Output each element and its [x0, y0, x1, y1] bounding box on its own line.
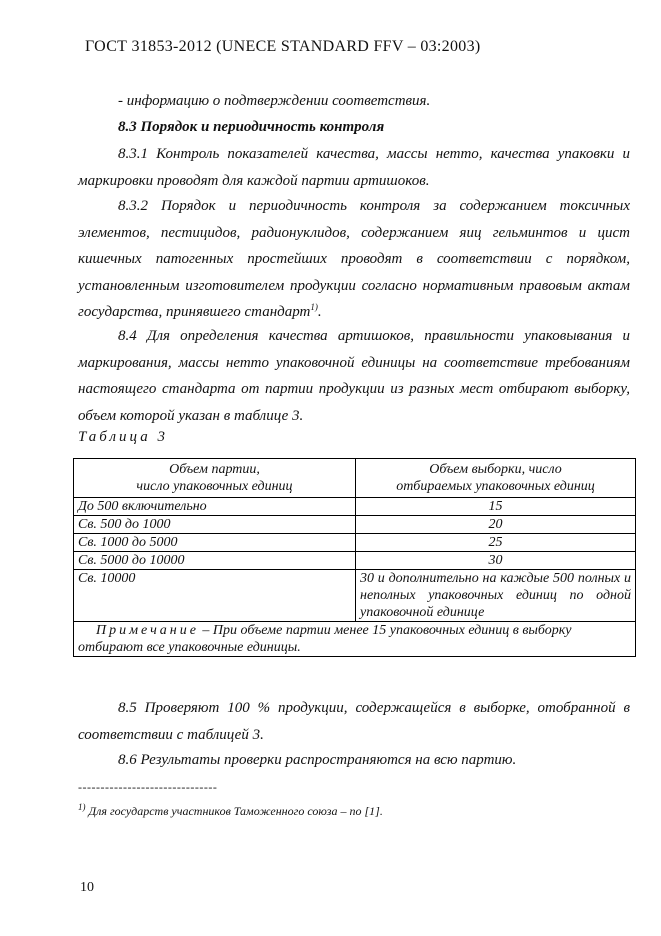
footnote	[78, 804, 383, 819]
header-lot-line2: число упаковочных единиц	[136, 479, 293, 494]
header-lot-line1: Объем партии,	[169, 462, 260, 477]
table-note-row	[74, 622, 636, 657]
paragraph-8-3-2-end: .	[317, 304, 322, 320]
page-number: 10	[80, 880, 94, 895]
note-text: – При объеме партии менее 15 упаковочных единиц в выборку отбирают все упаковочные единицы.	[78, 623, 572, 655]
lot-cell: Св. 1000 до 5000	[74, 534, 356, 552]
table-header-sample	[356, 459, 636, 498]
sample-cell: 25	[356, 534, 636, 552]
sample-cell: 30 и дополнительно на каждые 500 полных и неполных упаковочных единиц по одной упаковочной единице	[356, 570, 636, 622]
document-header: ГОСТ 31853-2012 (UNECE STANDARD FFV – 03:2003)	[85, 38, 481, 55]
note-label: Примечание	[96, 623, 199, 638]
table-row	[74, 552, 636, 570]
table-caption: Таблица 3	[78, 429, 168, 445]
prev-line: - информацию о подтверждении соответствия.	[118, 93, 431, 109]
table-note	[74, 622, 636, 657]
table-header-lot	[74, 459, 356, 498]
footnote-separator: -------------------------------	[78, 780, 218, 794]
paragraph-8-3-2-text: 8.3.2 Порядок и периодичность контроля за содержанием токсичных элементов, пестицидов, радионуклидов, содержанием яиц гельминтов и цист кишечных патогенных простейших проводят в соответствии с порядком, установленным изготовителем продукции согласно нормативным правовым актам государства, принявшего стандарт	[78, 198, 630, 320]
table-row	[74, 498, 636, 516]
paragraph-8-3-1: 8.3.1 Контроль показателей качества, массы нетто, качества упаковки и маркировки проводят для каждой партии артишоков.	[78, 146, 630, 189]
lot-cell: Св. 5000 до 10000	[74, 552, 356, 570]
header-sample-line1: Объем выборки, число	[429, 462, 562, 477]
paragraph-8-6: 8.6 Результаты проверки распространяются на всю партию.	[118, 752, 517, 768]
lot-cell: Св. 500 до 1000	[74, 516, 356, 534]
header-sample-line2: отбираемых упаковочных единиц	[396, 479, 595, 494]
sample-cell: 30	[356, 552, 636, 570]
table-header-row	[74, 459, 636, 498]
paragraph-8-4: 8.4 Для определения качества артишоков, правильности упаковывания и маркирования, массы нетто упаковочной единицы на соответствие требованиям настоящего стандарта от партии продукции из разных мест отбирают выборку, объем которой указан в таблице 3.	[78, 328, 630, 424]
sample-cell: 15	[356, 498, 636, 516]
footnote-text: Для государств участников Таможенного союза – по [1].	[85, 804, 383, 818]
sample-size-table	[73, 458, 636, 657]
footnote-ref: 1)	[310, 302, 318, 312]
paragraph-8-5: 8.5 Проверяют 100 % продукции, содержащейся в выборке, отобранной в соответствии с таблицей 3.	[78, 700, 630, 743]
table-row	[74, 516, 636, 534]
footnote-mark: 1)	[78, 802, 86, 812]
section-title-8-3: 8.3 Порядок и периодичность контроля	[118, 119, 385, 135]
table-row	[74, 534, 636, 552]
lot-cell: До 500 включительно	[74, 498, 356, 516]
sample-cell: 20	[356, 516, 636, 534]
table-row	[74, 570, 636, 622]
paragraph-8-3-2	[78, 193, 630, 326]
lot-cell: Св. 10000	[74, 570, 356, 622]
